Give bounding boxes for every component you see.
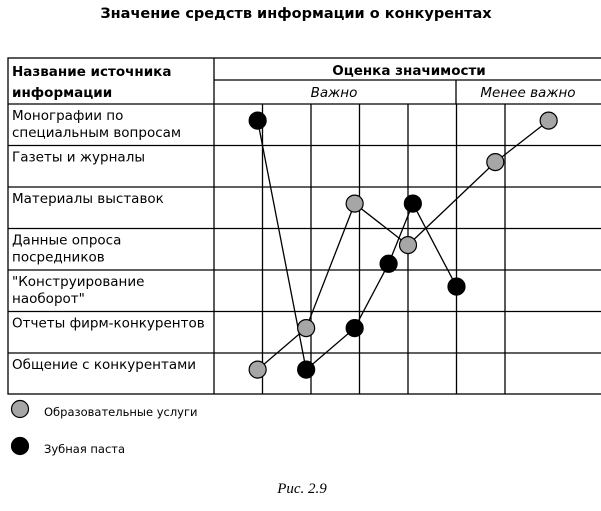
row-header-line-1: Название источника [12,64,172,80]
row-label-line: Материалы выставок [12,191,164,207]
row-label-line: Данные опроса [12,232,122,249]
series-2-point-4 [380,255,397,272]
row-label-line: наоборот" [12,291,85,307]
series-1-point-3 [346,195,363,212]
row-label-5 [12,274,144,307]
chart-title: Значение средств информации о конкурентах [100,6,492,22]
series-2-point-2 [298,361,315,378]
series-2-point-3 [346,320,363,337]
series-1-point-1 [249,361,266,378]
row-label-line: Монографии по [12,108,124,124]
row-label-line: Общение с конкурентами [12,357,197,373]
row-label-3 [12,191,164,207]
group-label-less-important: Менее важно [480,85,576,101]
row-label-line: Отчеты фирм-конкурентов [12,315,205,332]
row-label-2 [12,150,145,166]
series-2-point-6 [448,278,465,295]
series-layer [249,112,557,378]
row-label-1 [12,108,181,141]
series-2-point-1 [249,112,266,129]
legend-label-toothpaste: Зубная паста [44,442,126,456]
series-1-point-2 [298,320,315,337]
row-label-line: "Конструирование [12,274,145,290]
series-1-point-6 [540,112,557,129]
series-2-point-5 [404,195,421,212]
row-label-6 [12,316,205,332]
legend-marker-educational [12,401,29,418]
legend-label-educational: Образовательные услуги [44,405,198,419]
row-label-line: Газеты и журналы [12,149,145,166]
legend-marker-toothpaste [12,438,29,455]
value-header: Оценка значимости [332,63,486,79]
figure-caption: Рис. 2.9 [277,481,327,497]
legend [12,401,198,457]
group-label-important: Важно [310,85,358,101]
row-header-line-2: информации [12,85,113,101]
row-label-line: специальным вопросам [12,125,182,141]
row-label-line: посредников [12,249,105,266]
row-label-4 [12,233,121,266]
row-labels [12,108,205,373]
series-1-point-5 [487,154,504,171]
row-label-7 [12,357,196,373]
series-1-point-4 [400,237,417,254]
table-header [12,63,576,101]
